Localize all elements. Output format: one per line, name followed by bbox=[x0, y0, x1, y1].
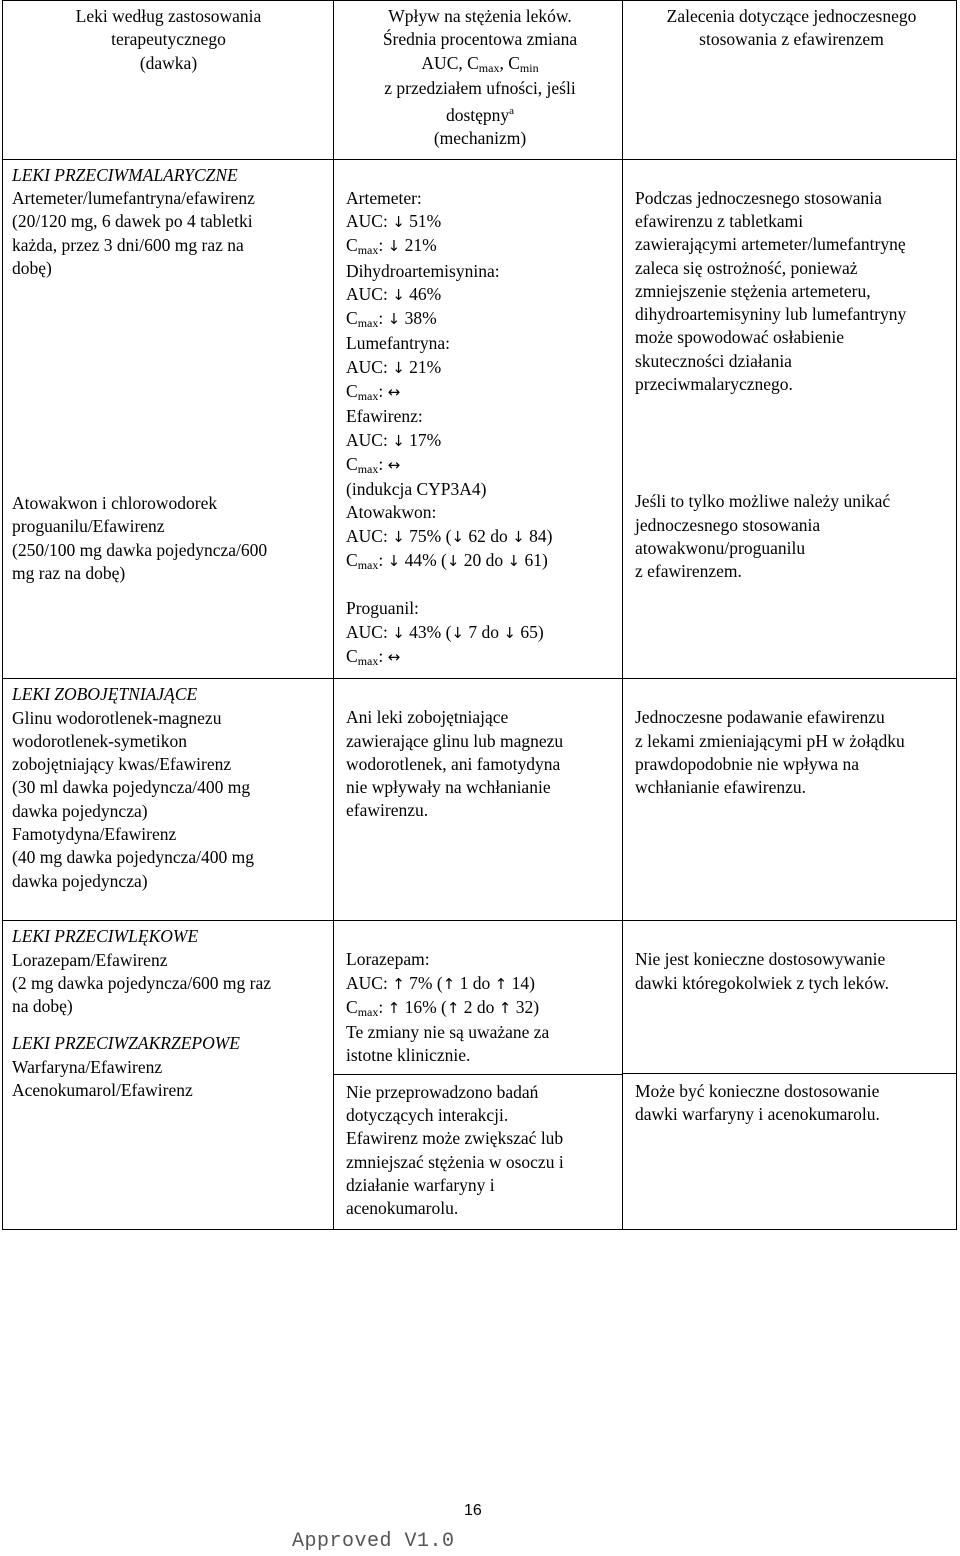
value: 51% bbox=[409, 210, 442, 231]
drug-text: Famotydyna/Efawirenz bbox=[12, 824, 177, 845]
label: AUC: bbox=[346, 525, 388, 546]
label: AUC: bbox=[346, 210, 388, 231]
effect-text: acenokumarolu. bbox=[346, 1198, 459, 1219]
label: AUC: bbox=[346, 283, 388, 304]
recommendation-text: Podczas jednoczesnego stosowania bbox=[635, 187, 882, 208]
superscript: a bbox=[509, 105, 515, 118]
arrow-down-icon: ↓ bbox=[503, 623, 516, 642]
effect-text: zmniejszać stężenia w osoczu i bbox=[346, 1151, 564, 1172]
recommendation-text: dawki któregokolwiek z tych leków. bbox=[635, 972, 890, 993]
effect-text: Artemeter: bbox=[346, 187, 422, 208]
effect-text bbox=[346, 283, 614, 307]
table-row bbox=[3, 159, 957, 679]
drug-text: (2 mg dawka pojedyncza/600 mg raz bbox=[12, 972, 272, 993]
effect-text bbox=[346, 234, 614, 259]
label: C bbox=[346, 996, 358, 1017]
effect-text bbox=[346, 621, 614, 645]
table-row bbox=[3, 921, 957, 1229]
drug-cell bbox=[3, 679, 334, 921]
value: 7 do bbox=[468, 621, 499, 642]
drug-text: (40 mg dawka pojedyncza/400 mg bbox=[12, 847, 255, 868]
table-header-row bbox=[3, 1, 957, 160]
value: 17% bbox=[409, 429, 442, 450]
effect-text bbox=[346, 549, 614, 574]
arrow-down-icon: ↓ bbox=[387, 310, 401, 329]
effect-text: Nie przeprowadzono badań bbox=[346, 1081, 539, 1102]
category-title: LEKI PRZECIWZAKRZEPOWE bbox=[12, 1033, 240, 1054]
recommendation-cell bbox=[623, 921, 957, 1229]
drug-text: zobojętniający kwas/Efawirenz bbox=[12, 754, 232, 775]
arrow-both-icon: ↔ bbox=[387, 455, 401, 474]
header-text: AUC, C bbox=[421, 52, 479, 73]
drug-text: (20/120 mg, 6 dawek po 4 tabletki bbox=[12, 211, 253, 232]
arrow-down-icon: ↓ bbox=[392, 212, 405, 231]
header-text: stosowania z efawirenzem bbox=[699, 29, 884, 50]
label: AUC: bbox=[346, 621, 388, 642]
drug-text: dawka pojedyncza) bbox=[12, 870, 148, 891]
value: 46% bbox=[409, 283, 442, 304]
value: 20 do bbox=[463, 550, 504, 571]
header-text: terapeutycznego bbox=[111, 29, 226, 50]
cell-divider bbox=[334, 1074, 622, 1075]
subscript: max bbox=[357, 1004, 379, 1019]
header-text: Zalecenia dotyczące jednoczesnego bbox=[666, 6, 917, 26]
label: : bbox=[378, 453, 384, 474]
arrow-down-icon: ↓ bbox=[451, 527, 464, 546]
drug-text: (250/100 mg dawka pojedyncza/600 bbox=[12, 539, 268, 560]
spacer bbox=[635, 396, 948, 490]
arrow-down-icon: ↓ bbox=[512, 527, 525, 546]
category-title: LEKI PRZECIWLĘKOWE bbox=[12, 926, 199, 947]
label: : bbox=[378, 308, 384, 329]
cell-divider bbox=[623, 1073, 956, 1074]
label: C bbox=[346, 550, 358, 571]
effect-text bbox=[346, 429, 614, 453]
drug-text: Acenokumarol/Efawirenz bbox=[12, 1080, 193, 1101]
arrow-down-icon: ↓ bbox=[387, 552, 401, 571]
drug-cell bbox=[3, 159, 334, 679]
effect-text: dotyczących interakcji. bbox=[346, 1105, 509, 1126]
value: 14) bbox=[511, 972, 535, 993]
drug-text: Atowakwon i chlorowodorek bbox=[12, 493, 218, 514]
drug-text: Glinu wodorotlenek-magnezu bbox=[12, 707, 222, 728]
value: 38% bbox=[404, 308, 437, 329]
recommendation-text: zawierającymi artemeter/lumefantrynę bbox=[635, 234, 906, 255]
effect-text: nie wpływały na wchłanianie bbox=[346, 777, 551, 798]
value: 2 do bbox=[463, 996, 495, 1017]
drug-text: Warfaryna/Efawirenz bbox=[12, 1056, 163, 1077]
effect-text bbox=[346, 210, 614, 234]
recommendation-cell bbox=[623, 159, 957, 679]
drug-text: dawka pojedyncza) bbox=[12, 800, 148, 821]
recommendation-text: Może być konieczne dostosowanie bbox=[635, 1080, 880, 1101]
drug-text: dobę) bbox=[12, 257, 52, 278]
arrow-down-icon: ↓ bbox=[392, 431, 405, 450]
arrow-down-icon: ↓ bbox=[392, 285, 405, 304]
effect-text: Ani leki zobojętniające bbox=[346, 707, 509, 728]
label: : bbox=[378, 235, 384, 256]
value: 65) bbox=[520, 621, 544, 642]
recommendation-text: zaleca się ostrożność, ponieważ bbox=[635, 257, 858, 278]
spacer bbox=[635, 995, 948, 1067]
effect-text bbox=[346, 996, 614, 1021]
arrow-down-icon: ↓ bbox=[451, 623, 464, 642]
drug-text: na dobę) bbox=[12, 996, 73, 1017]
recommendation-text: jednoczesnego stosowania bbox=[635, 514, 821, 535]
label: C bbox=[346, 453, 358, 474]
recommendation-text: z lekami zmieniającymi pH w żołądku bbox=[635, 730, 905, 751]
subscript: max bbox=[357, 316, 379, 331]
effect-cell bbox=[334, 159, 623, 679]
arrow-down-icon: ↓ bbox=[446, 552, 460, 571]
page-number: 16 bbox=[464, 1502, 482, 1519]
arrow-both-icon: ↔ bbox=[387, 647, 401, 666]
category-title: LEKI ZOBOJĘTNIAJĄCE bbox=[12, 684, 198, 705]
arrow-up-icon: ↑ bbox=[446, 998, 460, 1017]
header-text: dostępny bbox=[445, 105, 510, 126]
value: 43% ( bbox=[409, 621, 452, 642]
recommendation-text: może spowodować osłabienie bbox=[635, 327, 844, 348]
effect-text bbox=[346, 645, 614, 670]
header-text: z przedziałem ufności, jeśli bbox=[384, 77, 576, 98]
label: C bbox=[346, 645, 358, 666]
arrow-down-icon: ↓ bbox=[387, 237, 401, 256]
label: : bbox=[378, 550, 384, 571]
label: AUC: bbox=[346, 972, 388, 993]
header-text: (mechanizm) bbox=[433, 128, 527, 149]
header-drug-column bbox=[3, 1, 334, 160]
arrow-both-icon: ↔ bbox=[387, 382, 401, 401]
recommendation-text: wchłanianie efawirenzu. bbox=[635, 777, 807, 798]
effect-text: Lorazepam: bbox=[346, 949, 430, 970]
arrow-up-icon: ↑ bbox=[387, 998, 401, 1017]
header-text bbox=[346, 100, 614, 127]
drug-text: wodorotlenek-symetikon bbox=[12, 730, 187, 751]
effect-text bbox=[346, 525, 614, 549]
arrow-down-icon: ↓ bbox=[507, 552, 521, 571]
value: 62 do bbox=[468, 525, 508, 546]
effect-text: Dihydroartemisynina: bbox=[346, 260, 500, 281]
effect-text: Proguanil: bbox=[346, 598, 419, 619]
subscript: min bbox=[519, 60, 539, 75]
effect-text: (indukcja CYP3A4) bbox=[346, 479, 487, 500]
header-recommendation-column bbox=[623, 1, 957, 160]
arrow-up-icon: ↑ bbox=[498, 998, 512, 1017]
recommendation-text: atowakwonu/proguanilu bbox=[635, 537, 806, 558]
effect-text: Efawirenz: bbox=[346, 406, 423, 427]
recommendation-text: efawirenzu z tabletkami bbox=[635, 210, 804, 231]
drug-text: Artemeter/lumefantryna/efawirenz bbox=[12, 187, 255, 208]
header-text: Leki według zastosowania bbox=[75, 6, 262, 26]
effect-text: wodorotlenek, ani famotydyna bbox=[346, 753, 561, 774]
label: : bbox=[378, 645, 384, 666]
header-text bbox=[346, 52, 614, 77]
arrow-up-icon: ↑ bbox=[494, 974, 508, 993]
subscript: max bbox=[357, 558, 379, 573]
recommendation-text: dawki warfaryny i acenokumarolu. bbox=[635, 1104, 880, 1125]
recommendation-text: Jeśli to tylko możliwe należy unikać bbox=[635, 491, 891, 512]
value: 21% bbox=[409, 356, 442, 377]
approved-stamp: Approved V1.0 bbox=[292, 1530, 455, 1553]
effect-cell bbox=[334, 679, 623, 921]
label: C bbox=[346, 235, 358, 256]
effect-text bbox=[346, 356, 614, 380]
recommendation-text: skuteczności działania bbox=[635, 350, 792, 371]
recommendation-cell bbox=[623, 679, 957, 921]
effect-text bbox=[346, 380, 614, 405]
effect-cell bbox=[334, 921, 623, 1229]
label: C bbox=[346, 308, 358, 329]
subscript: max bbox=[357, 653, 379, 668]
recommendation-text: prawdopodobnie nie wpływa na bbox=[635, 753, 860, 774]
effect-text: Efawirenz może zwiększać lub bbox=[346, 1128, 564, 1149]
value: 75% ( bbox=[409, 525, 452, 546]
value: 44% ( bbox=[404, 550, 447, 571]
spacer bbox=[12, 280, 325, 492]
label: : bbox=[378, 996, 384, 1017]
label: AUC: bbox=[346, 429, 388, 450]
category-title: LEKI PRZECIWMALARYCZNE bbox=[12, 164, 238, 185]
effect-text: Lumefantryna: bbox=[346, 333, 450, 354]
effect-text bbox=[346, 972, 614, 996]
recommendation-text: Jednoczesne podawanie efawirenzu bbox=[635, 707, 885, 728]
drug-text: mg raz na dobę) bbox=[12, 562, 126, 583]
header-text: Średnia procentowa zmiana bbox=[382, 29, 578, 50]
subscript: max bbox=[357, 461, 379, 476]
label: C bbox=[346, 380, 358, 401]
effect-text: Te zmiany nie są uważane za bbox=[346, 1022, 550, 1043]
value: 16% ( bbox=[404, 996, 447, 1017]
effect-text: działanie warfaryny i bbox=[346, 1174, 495, 1195]
drug-text: proguanilu/Efawirenz bbox=[12, 516, 165, 537]
effect-text: efawirenzu. bbox=[346, 800, 429, 821]
subscript: max bbox=[357, 243, 379, 258]
value: 7% ( bbox=[409, 972, 443, 993]
effect-text: zawierające glinu lub magnezu bbox=[346, 730, 564, 751]
label: : bbox=[378, 380, 384, 401]
header-text: Wpływ na stężenia leków. bbox=[388, 6, 572, 26]
header-text: (dawka) bbox=[139, 52, 198, 73]
table-row bbox=[3, 679, 957, 921]
drug-cell bbox=[3, 921, 334, 1229]
arrow-down-icon: ↓ bbox=[392, 358, 405, 377]
arrow-up-icon: ↑ bbox=[442, 974, 456, 993]
label: AUC: bbox=[346, 356, 388, 377]
effect-text bbox=[346, 307, 614, 332]
header-text: , C bbox=[499, 52, 520, 73]
spacer bbox=[346, 574, 614, 597]
subscript: max bbox=[357, 388, 379, 403]
recommendation-text: zmniejszenie stężenia artemeteru, bbox=[635, 280, 871, 301]
arrow-up-icon: ↑ bbox=[392, 974, 405, 993]
value: 32) bbox=[515, 996, 540, 1017]
drug-text: (30 ml dawka pojedyncza/400 mg bbox=[12, 777, 251, 798]
drug-text: Lorazepam/Efawirenz bbox=[12, 949, 168, 970]
value: 1 do bbox=[459, 972, 491, 993]
recommendation-text: przeciwmalarycznego. bbox=[635, 373, 793, 394]
recommendation-text: Nie jest konieczne dostosowywanie bbox=[635, 949, 886, 970]
arrow-down-icon: ↓ bbox=[392, 527, 405, 546]
effect-text: Atowakwon: bbox=[346, 502, 437, 523]
recommendation-text: z efawirenzem. bbox=[635, 561, 742, 582]
drug-text: każda, przez 3 dni/600 mg raz na bbox=[12, 234, 244, 255]
subscript: max bbox=[478, 60, 500, 75]
interaction-table bbox=[2, 0, 957, 1230]
header-effect-column bbox=[334, 1, 623, 160]
effect-text bbox=[346, 453, 614, 478]
effect-text: istotne klinicznie. bbox=[346, 1045, 471, 1066]
arrow-down-icon: ↓ bbox=[392, 623, 405, 642]
recommendation-text: dihydroartemisyniny lub lumefantryny bbox=[635, 304, 907, 325]
value: 84) bbox=[529, 525, 553, 546]
value: 21% bbox=[404, 235, 437, 256]
value: 61) bbox=[524, 550, 548, 571]
